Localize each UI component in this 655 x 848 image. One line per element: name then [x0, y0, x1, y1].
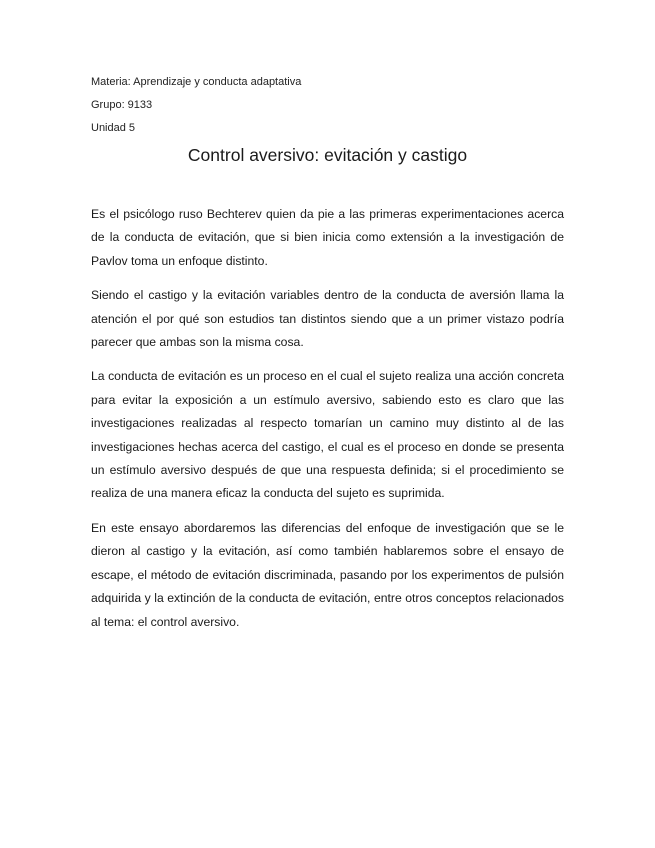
unit-line: Unidad 5	[91, 122, 136, 134]
paragraph: La conducta de evitación es un proceso en el cual el sujeto realiza una acción concreta para evitar la exposición a un estímulo aversivo, sabiendo esto es claro que las investigaciones realizadas al respecto tomarían un camino muy distinto al de las investigaciones hechas acerca del castigo, el cual es el proceso en donde se presenta un estímulo aversivo después de que una respuesta definida; si el procedimiento se realiza de una manera eficaz la conducta del sujeto es suprimida.	[91, 369, 564, 501]
paragraph: En este ensayo abordaremos las diferencias del enfoque de investigación que se le dieron al castigo y la evitación, así como también hablaremos sobre el ensayo de escape, el método de evitación discriminada, pasando por los experimentos de pulsión adquirida y la extinción de la conducta de evitación, entre otros conceptos relacionados al tema: el control aversivo.	[91, 520, 564, 629]
paragraph: Es el psicólogo ruso Bechterev quien da pie a las primeras experimentaciones acerca de la conducta de evitación, que si bien inicia como extensión a la investigación de Pavlov toma un enfoque distinto.	[91, 207, 564, 268]
paragraph: Siendo el castigo y la evitación variables dentro de la conducta de aversión llama la atención el por qué son estudios tan distintos siendo que a un primer vistazo podría parecer que ambas son la misma cosa.	[91, 288, 564, 350]
subject-line: Materia: Aprendizaje y conducta adaptativa	[91, 76, 302, 88]
group-line: Grupo: 9133	[91, 99, 153, 111]
document-body	[91, 203, 564, 645]
document-title: Control aversivo: evitación y castigo	[187, 145, 468, 165]
